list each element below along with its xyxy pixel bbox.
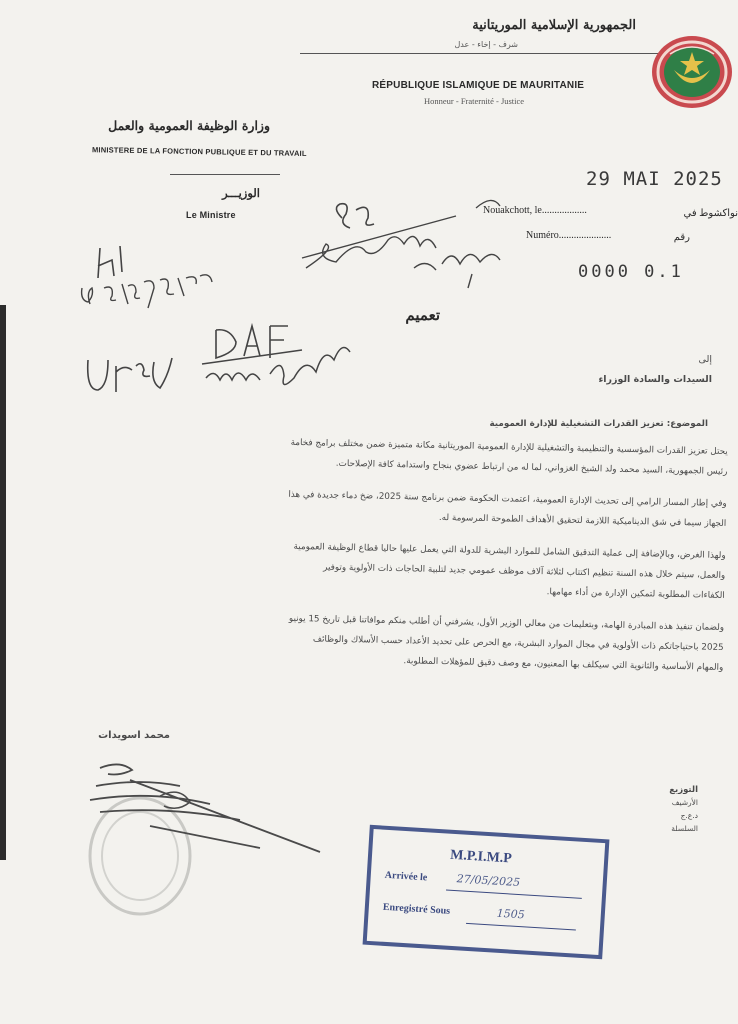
paragraph-1 [77,428,728,482]
stamp-arrived-line [446,890,582,899]
motto-fr: Honneur - Fraternité - Justice [424,96,525,106]
date-stamp: 29 MAI 2025 [586,168,723,190]
paragraph-3 [75,532,726,606]
header-divider [300,53,660,54]
number-stamp: 0000 0.1 [578,262,684,282]
number-label-fr: Numéro [526,230,559,241]
document-type-title: تعميم [405,306,440,324]
place-date-field: Nouakchott, le.................. [483,205,587,216]
stamp-title: M.P.I.M.P [449,847,513,867]
place-label-fr: Nouakchott, le [483,205,542,216]
subject-line: الموضوع: تعزيز القدرات التشغيلية للإدارة العمومية [489,419,708,429]
handwritten-annotation-middle [296,188,516,298]
signature-with-seal [60,756,340,926]
national-emblem-seal [650,34,734,110]
distribution-item: الأرشيف [671,798,698,807]
ministry-divider [170,174,280,175]
paragraph-2 [76,480,727,534]
signatory-name: محمد اسويدات [98,730,170,741]
motto-ar: شرف - إخاء - عدل [454,40,518,49]
republic-name-ar: الجمهورية الإسلامية الموريتانية [472,18,636,33]
stamp-registered-value: 1505 [496,906,526,922]
stamp-arrived-label: Arrivée le [384,869,428,884]
ministry-name-fr: MINISTERE DE LA FONCTION PUBLIQUE ET DU TRAVAIL [91,145,307,158]
paragraph-4 [73,604,724,678]
paragraph-line: وفي إطار المسار الرامي إلى تحديث الإدارة العمومية، اعتمدت الحكومة ضمن برنامج سنة 2025، ضخ دماء جديدة في هذا [288,489,727,509]
recipient-ministers: السيدات والسادة الوزراء [598,374,712,385]
minister-title-fr: Le Ministre [186,210,236,220]
ministry-name-ar: وزارة الوظيفة العمومية والعمل [108,118,270,133]
stamp-arrived-value: 27/05/2025 [456,872,521,890]
minister-title-ar: الوزيـــر [222,186,260,200]
recipient-to: إلى [698,354,712,365]
paragraph-line: الجهاز سيما في شق الديناميكية اللازمة لتحقيق الأهداف الطموحة المرسومة له. [438,512,727,529]
number-label-ar: رقم [673,232,690,243]
scan-edge-shadow [0,305,6,860]
paragraph-line: ولهذا الغرض، وبالإضافة إلى عملية التدقيق الشامل للموارد البشرية للدولة التي يعمل عليها حاليا قطاع الوظيفة العمومية [293,541,726,561]
number-field: Numéro..................... [526,230,612,241]
body-paragraphs [73,428,728,678]
stamp-registered-line [466,923,576,931]
paragraph-line: والمهام الأساسية والثانوية التي سيكلف بها المعنيون، مع وصف دقيق للمؤهلات المطلوبة. [403,656,724,673]
paragraph-line: الكفاءات المطلوبة لتمكين الإدارة من أداء مهامها. [546,587,725,601]
stamp-registered-label: Enregistré Sous [382,901,451,917]
paragraph-line: ولضمان تنفيذ هذه المبادرة الهامة، وبتعليمات من معالي الوزير الأول، يشرفني أن أطلب منكم موافاتنا قبل تاريخ 15 يونيو [288,613,725,633]
paragraph-line: يحتل تعزيز القدرات المؤسسية والتنظيمية والتشغيلية للإدارة العمومية الموريتانية مكانة متميزة ضمن مختلف برامج فخامة [290,437,728,457]
distribution-item: السلسلة [671,824,698,833]
registration-stamp [363,825,610,959]
place-label-ar: نواكشوط في [683,208,738,219]
republic-name-fr: RÉPUBLIQUE ISLAMIQUE DE MAURITANIE [372,80,585,91]
paragraph-line: 2025 باحتياجاتكم ذات الأولوية في مجال الموارد البشرية، مع الحرص على تحديد الأعداد حسب الأسلاك والوظائف [312,634,724,653]
distribution-title: التوزيع [669,785,698,795]
paragraph-line: والعمل، سيتم خلال هذه السنة تنظيم اكتتاب لثلاثة آلاف موظف عمومي جديد لتلبية الحاجات ذات الأولوية وتوفير [323,562,726,581]
handwritten-annotation-bottom [80,296,360,406]
paragraph-line: رئيس الجمهورية، السيد محمد ولد الشيخ الغزواني، لما له من ارتباط عضوي بنجاح واستدامة كافة الإصلاحات. [335,458,728,477]
distribution-list [638,796,698,835]
distribution-item: د.ع.ج [680,811,698,820]
